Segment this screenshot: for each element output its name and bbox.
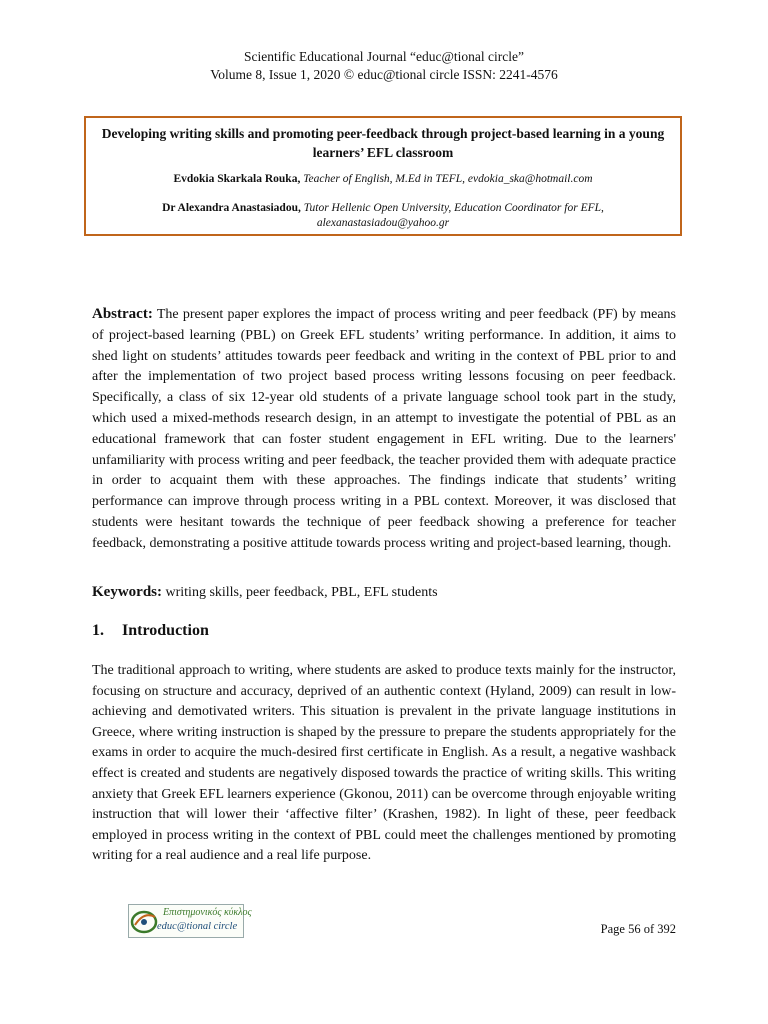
journal-name: Scientific Educational Journal “educ@tional circle” xyxy=(243,49,525,64)
abstract xyxy=(92,304,676,555)
section-title: Introduction xyxy=(122,622,209,639)
title-box xyxy=(84,116,682,236)
keywords-label: Keywords: xyxy=(92,584,162,600)
author-1-affiliation: Teacher of English, M.Ed in TEFL, evdokia_ska@hotmail.com xyxy=(303,173,593,185)
journal-volume-info: Volume 8, Issue 1, 2020 © educ@tional circle ISSN: 2241-4576 xyxy=(210,67,558,82)
section-heading xyxy=(92,622,209,640)
section-number: 1. xyxy=(92,622,104,639)
introduction-paragraph: The traditional approach to writing, where students are asked to produce texts mainly for the instructor, focusing on structure and accuracy, deprived of an authentic context (Hyland, 2009) can result in low-achieving and demotivated writers. This situation is prevalent in the private language institutions in Greece, where writing instruction is shaped by the pressure to prepare the students appropriately for the exams in order to acquire the much-desired first certificate in English. As a result, a negative washback effect is created and students are negatively disposed towards the practice of writing skills. This writing anxiety that Greek EFL learners experience (Gkonou, 2011) can be overcome through enjoyable writing instruction that will lower their ‘affective filter’ (Krashen, 1982). In light of these, peer feedback employed in process writing in the context of PBL could meet the challenges mentioned by promoting writing for a real audience and a real life purpose. xyxy=(92,663,676,864)
logo-text-greek: Επιστημονικός κύκλος xyxy=(163,907,252,918)
author-2-name: Dr Alexandra Anastasiadou, xyxy=(162,202,301,214)
journal-header xyxy=(0,48,768,84)
author-2 xyxy=(100,201,666,231)
keywords-text: writing skills, peer feedback, PBL, EFL students xyxy=(165,585,438,600)
abstract-label: Abstract: xyxy=(92,306,153,322)
logo-text-latin: educ@tional circle xyxy=(157,921,238,932)
abstract-text: The present paper explores the impact of process writing and peer feedback (PF) by means of project-based learning (PBL) on Greek EFL students’ writing performance. In addition, it aims to shed light on students’ attitudes towards peer feedback and writing in the context of PBL prior to and after the implementation of two project based process writing lessons focusing on peer feedback. Specifically, a class of six 12-year old students of a private language school took part in the study, which used a mixed-methods research design, in an attempt to investigate the potential of PBL as an educational framework that can foster student engagement in EFL writing. Due to the learners' unfamiliarity with process writing and peer feedback, the teacher provided them with adequate practice in order to acquaint them with these approaches. The findings indicate that students’ writing performance can improve through process writing in a PBL context. Moreover, it was disclosed that students were hesitant towards the technique of peer feedback showing a preference for teacher feedback, demonstrating a positive attitude towards process writing and project-based learning, though. xyxy=(92,307,677,551)
paper-title: Developing writing skills and promoting peer-feedback through project-based learning in a young learners’ EFL classroom xyxy=(101,126,665,160)
journal-logo xyxy=(128,904,252,938)
author-1 xyxy=(100,172,666,187)
keywords xyxy=(92,582,676,603)
author-2-affiliation: Tutor Hellenic Open University, Education Coordinator for EFL, alexanastasiadou@yahoo.gr xyxy=(303,202,604,229)
page-number: Page 56 of 392 xyxy=(600,922,676,936)
author-1-name: Evdokia Skarkala Rouka, xyxy=(173,173,301,185)
